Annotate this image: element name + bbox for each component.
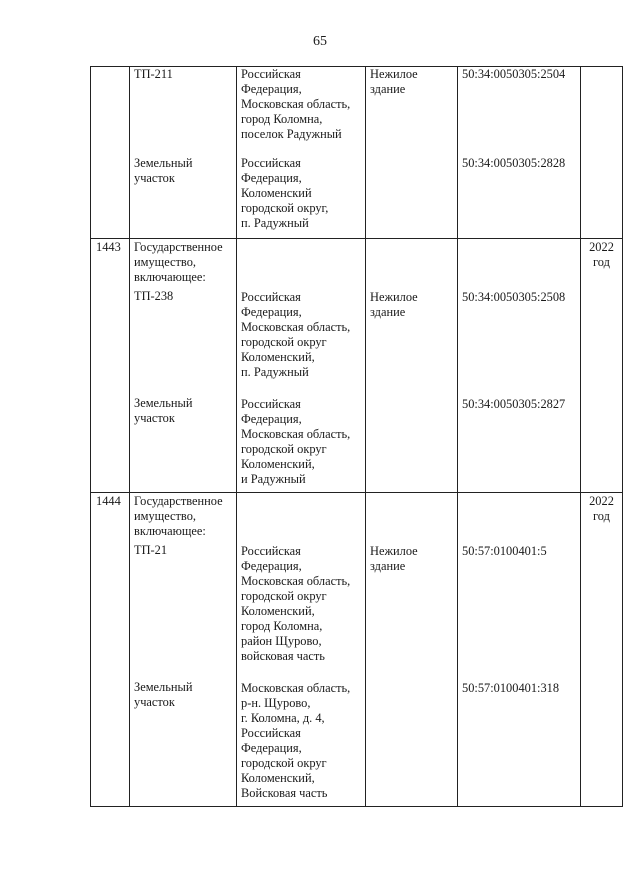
item-address: Московская область, р-н. Щурово, г. Коломна, д. 4, Российская Федерация, городской округ Коломенский, Войсковая часть [241,681,351,800]
cadastral-cell [458,67,581,239]
name-cell [130,67,237,239]
cadastral-number: 50:57:0100401:318 [462,681,560,695]
item-address: Российская Федерация, Московская область, город Коломна, поселок Радужный [241,67,351,141]
item-name: Земельный участок [134,396,193,425]
type-cell [366,239,458,493]
year-value: 2022 год [589,494,614,523]
item-name: Земельный участок [134,680,193,709]
year-value: 2022 год [589,240,614,269]
cadastral-number: 50:57:0100401:5 [462,544,547,558]
row-number-cell [91,239,130,493]
cadastral-cell [458,493,581,807]
cadastral-number: 50:34:0050305:2827 [462,397,566,411]
item-type: Нежилое здание [370,290,418,319]
item-address: Российская Федерация, Коломенский городской округ, п. Радужный [241,156,329,230]
type-cell [366,67,458,239]
item-name: ТП-21 [134,543,168,557]
item-type: Нежилое здание [370,544,418,573]
item-name: ТП-211 [134,67,173,81]
cadastral-number: 50:34:0050305:2828 [462,156,566,170]
property-registry-table [90,66,623,807]
item-address: Российская Федерация, Московская область, городской округ Коломенский, город Коломна, район Щурово, войсковая часть [241,544,351,663]
item-address: Российская Федерация, Московская область, городской округ Коломенский, и Радужный [241,397,351,486]
item-address: Российская Федерация, Московская область, городской округ Коломенский, п. Радужный [241,290,351,379]
table-row [91,67,623,239]
row-number: 1443 [96,240,121,254]
item-name: Земельный участок [134,156,193,185]
name-cell [130,493,237,807]
type-cell [366,493,458,807]
year-value [581,67,622,68]
row-number: 1444 [96,494,121,508]
table-row [91,493,623,807]
cadastral-cell [458,239,581,493]
group-header: Государственное имущество, включающее: [134,240,223,284]
cadastral-number: 50:34:0050305:2504 [462,67,566,81]
item-name: ТП-238 [134,289,174,303]
row-number [91,67,129,68]
row-number-cell [91,67,130,239]
year-cell [581,239,623,493]
address-cell [237,239,366,493]
name-cell [130,239,237,493]
page-number: 65 [313,34,327,49]
year-cell [581,493,623,807]
table-row [91,239,623,493]
address-cell [237,67,366,239]
address-cell [237,493,366,807]
cadastral-number: 50:34:0050305:2508 [462,290,566,304]
item-type: Нежилое здание [370,67,418,96]
year-cell [581,67,623,239]
group-header: Государственное имущество, включающее: [134,494,223,538]
row-number-cell [91,493,130,807]
